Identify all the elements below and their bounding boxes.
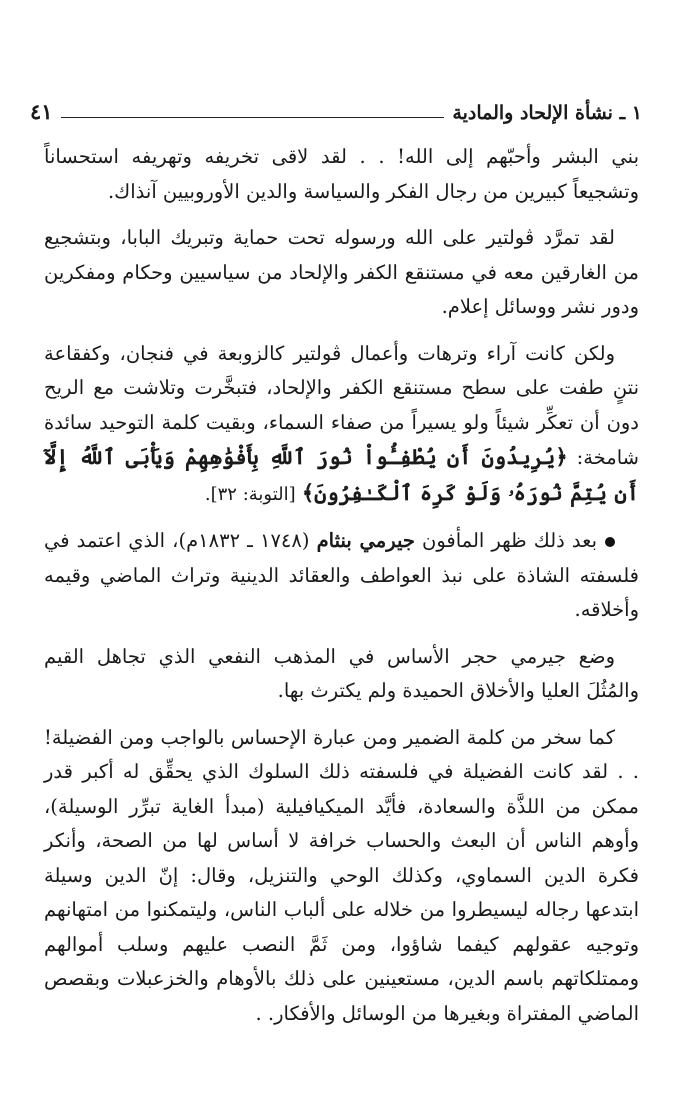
chapter-title: ١ ـ نشأة الإلحاد والمادية (452, 102, 642, 124)
person-name: جيرمي بنثام (316, 529, 415, 552)
running-header (30, 94, 642, 128)
page-number: ٤١ (30, 99, 53, 124)
quran-verse: ﴿يُرِيدُونَ أَن يُطْفِـُٔواْ نُورَ ٱللَّهِ بِأَفْوَٰهِهِمْ وَيَأْبَى ٱللَّهُ إِلَّآ أَن يُتِمَّ نُورَهُۥ وَلَوْ كَرِهَ ٱلْكَـٰفِرُونَ﴾ (44, 444, 639, 505)
verse-reference: [التوبة: ٣٢]. (204, 483, 296, 505)
paragraph-4 (44, 524, 639, 628)
bullet-icon (605, 537, 615, 547)
paragraph-5: وضع جيرمي حجر الأساس في المذهب النفعي الذي تجاهل القيم والمُثُلَ العليا والأخلاق الحميدة ولم يكترث بها. (44, 644, 639, 702)
paragraph-1: بني البشر وأحبّهم إلى الله! . . لقد لاقى تخريفه وتهريفه استحساناً وتشجيعاً كبيرين من رجال الفكر والسياسة والدين الأوروبيين آنذاك. (44, 145, 639, 203)
paragraph-2: لقد تمرَّد ڤولتير على الله ورسوله تحت حماية وتبريك البابا، وبتشجيع من الغارقين معه في مستنقع الكفر والإلحاد من سياسيين وحكام ومفكرين ودور نشر ووسائل إعلام. (44, 226, 639, 318)
paragraph-6: كما سخر من كلمة الضمير ومن عبارة الإحساس بالواجب ومن الفضيلة! . . لقد كانت الفضيلة في فلسفته ذلك السلوك الذي يحقِّق له أكبر قدر ممكن من اللذَّة والسعادة، فأيَّد الميكيافيلية (مبدأ الغاية تبرِّر الوسيلة)، وأوهم الناس أن البعث والحساب خرافة لا أساس لها من الصحة، وأنكر فكرة الدين السماوي، وكذلك الوحي والتنزيل، وقال: إنّ الدين وسيلة ابتدعها رجاله ليسيطروا من خلاله على ألباب الناس، وليتمكنوا من امتهانهم وتوجيه عقولهم كيفما شاؤوا، ومن ثَمَّ النصب عليهم وسلب أموالهم وممتلكاتهم باسم الدين، مستعينين على ذلك بالأوهام والخزعبلات وبقصص الماضي المفتراة وبغيرها من الوسائل والأفكار. . (44, 725, 639, 1025)
paragraph-4-lead: بعد ذلك ظهر المأفون (422, 529, 597, 552)
paragraph-4-rest: (١٧٤٨ ـ ١٨٣٢م)، الذي اعتمد في فلسفته الشاذة على نبذ العواطف والعقائد الدينية وتراث الماضي وقيمه وأخلاقه. (44, 529, 639, 621)
header-rule (61, 117, 445, 118)
paragraph-3 (44, 337, 639, 513)
paragraph-3-text: ولكن كانت آراء وترهات وأعمال ڤولتير كالزوبعة في فنجان، وكفقاعة نتنٍ طفت على سطح مستنقع الكفر والإلحاد، فتبخَّرت وتلاشت مع الريح دون أن تعكِّر شيئاً ولو يسيراً من صفاء السماء، وبقيت كلمة التوحيد سائدة شامخة: (44, 341, 639, 469)
page-body (44, 140, 639, 1043)
